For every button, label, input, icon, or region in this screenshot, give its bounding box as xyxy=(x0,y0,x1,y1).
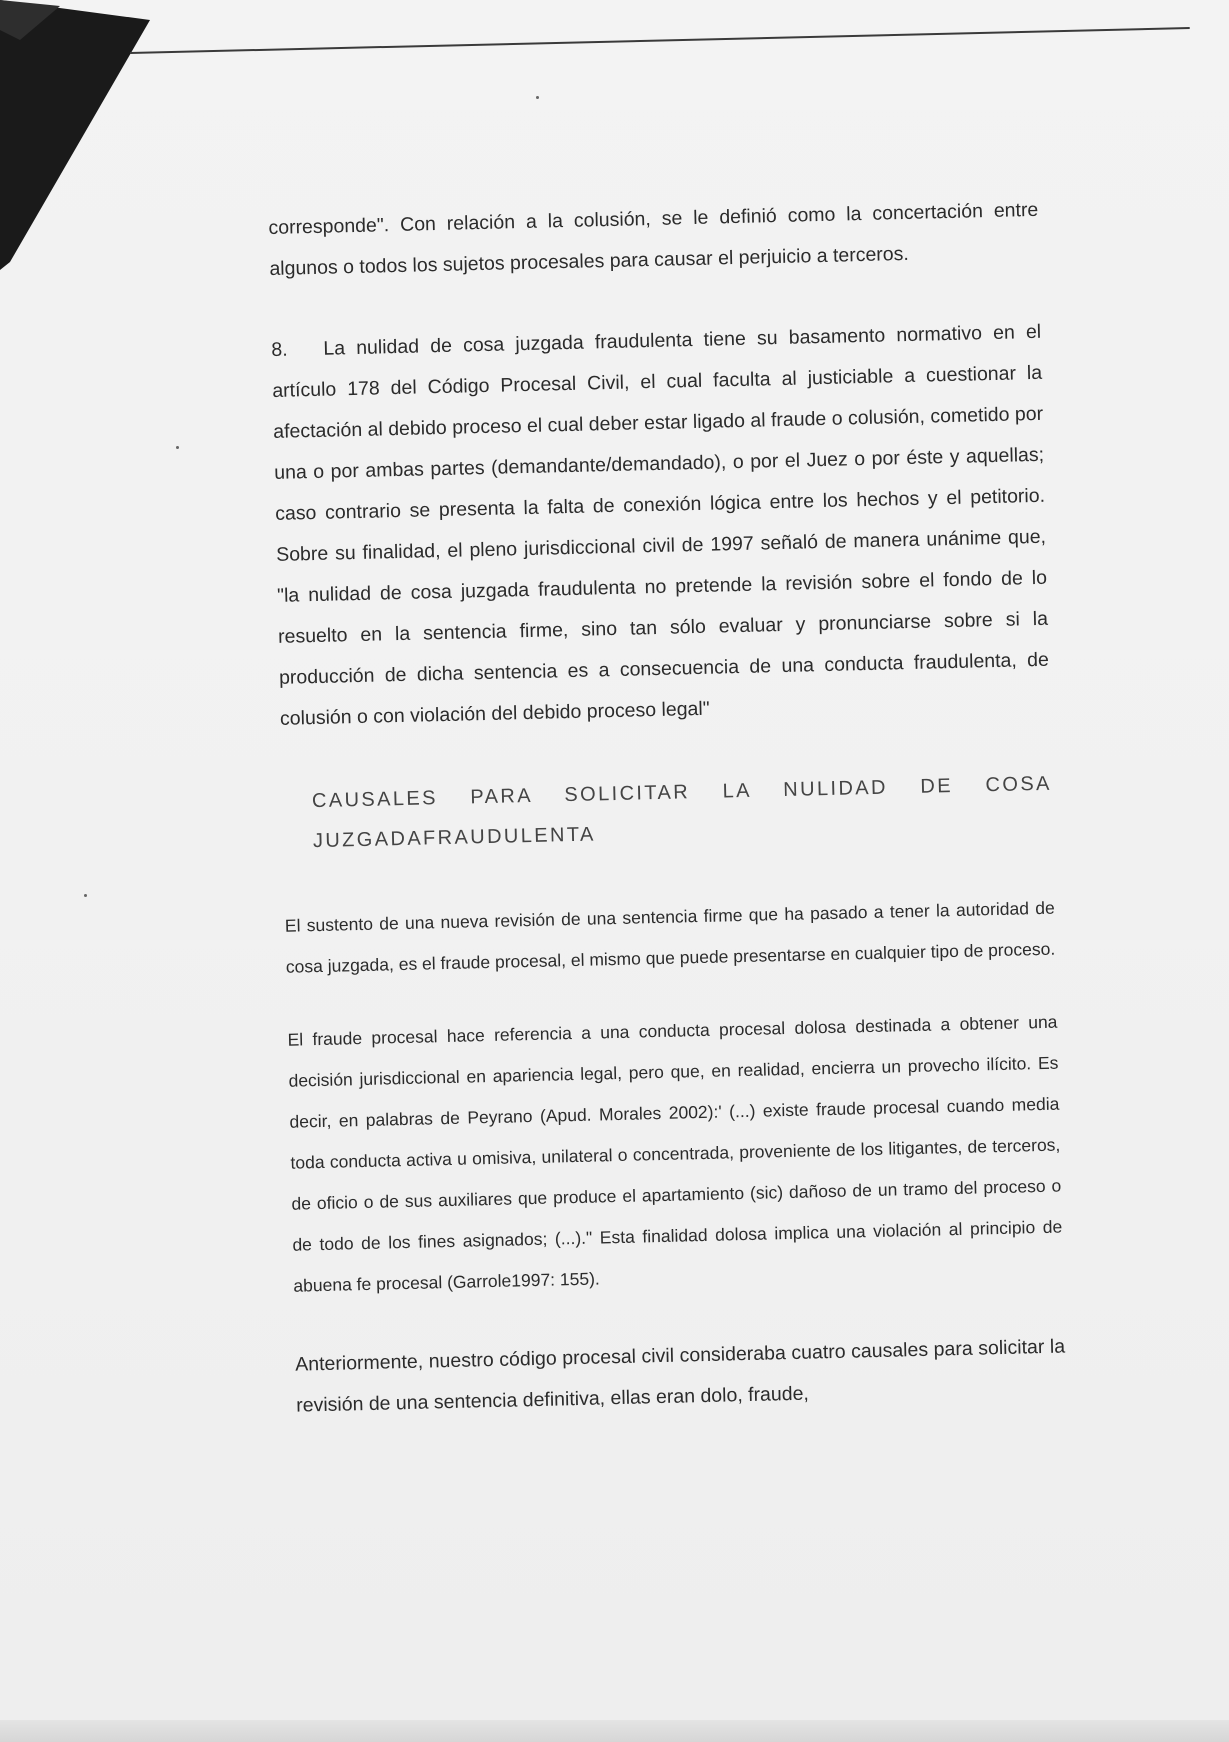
paragraph-8-text: La nulidad de cosa juzgada fraudulenta tiene su basamento normativo en el artículo 178 del Código Procesal Civil, el cual faculta al justiciable a cuestionar la afectación al debido proceso el cual deber estar ligado al fraude o colusión, cometido por una o por ambas partes (demandante/demandado), o por el Juez o por éste y aquellas; caso contrario se presenta la falta de conexión lógica entre los hechos y el petitorio. Sobre su finalidad, el pleno jurisdiccional civil de 1997 señaló de manera unánime que, "la nulidad de cosa juzgada fraudulenta no pretende la revisión sobre el fondo de lo resuelto en la sentencia firme, sino tan sólo evaluar y pronunciarse sobre si la producción de dicha sentencia es a consecuencia de una conducta fraudulenta, de colusión o con violación del debido proceso legal" xyxy=(272,320,1050,730)
header-rule xyxy=(130,27,1190,54)
paragraph-8 xyxy=(271,312,1050,740)
corner-binding-mark xyxy=(0,0,160,280)
paragraph-anteriormente: Anteriormente, nuestro código procesal civil consideraba cuatro causales para solicitar la revisión de una sentencia definitiva, ellas eran dolo, fraude, xyxy=(294,1335,1066,1417)
section-heading: CAUSALES PARA SOLICITAR LA NULIDAD DE COSA JUZGADAFRAUDULENTA xyxy=(311,772,1053,853)
paragraph-number: 8. xyxy=(271,338,288,361)
scan-bottom-edge xyxy=(0,1720,1229,1742)
scan-speck xyxy=(536,96,539,99)
paragraph-sustento: El sustento de una nueva revisión de una sentencia firme que ha pasado a tener la autoridad de cosa juzgada, es el fraude procesal, el mismo que puede presentarse en cualquier tipo de proceso. xyxy=(284,897,1056,977)
document-body xyxy=(268,190,1067,1427)
scan-speck xyxy=(176,446,179,449)
paragraph-corresponde: corresponde". Con relación a la colusión, se le definió como la concertación entre algunos o todos los sujetos procesales para causar el perjuicio a terceros. xyxy=(268,198,1039,280)
scan-speck xyxy=(84,894,87,897)
paragraph-fraude-procesal: El fraude procesal hace referencia a una conducta procesal dolosa destinada a obtener una decisión jurisdiccional en apariencia legal, pero que, en realidad, encierra un provecho ilícito. Es decir, en palabras de Peyrano (Apud. Morales 2002):' (...) existe fraude procesal cuando media toda conducta activa u omisiva, unilateral o concentrada, proveniente de los litigantes, de terceros, de oficio o de sus auxiliares que produce el apartamiento (sic) dañoso de un tramo del proceso o de todo de los fines asignados; (...)." Esta finalidad dolosa implica una violación al principio de abuena fe procesal (Garrole1997: 155). xyxy=(287,1011,1063,1296)
